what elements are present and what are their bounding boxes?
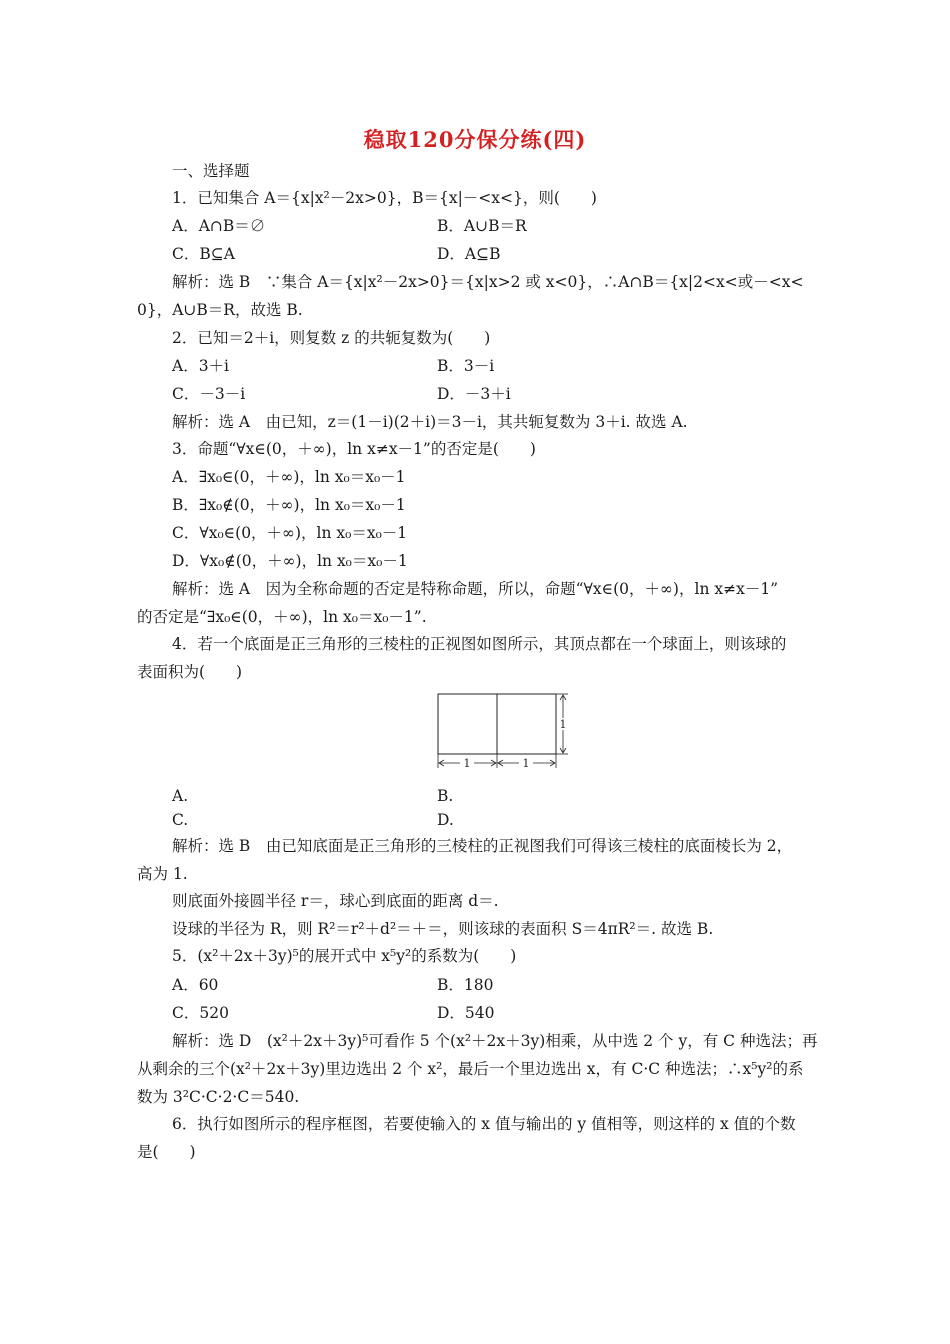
- answer-5-line-2: 从剩余的三个(x²＋2x＋3y)里边选出 2 个 x²，最后一个里边选出 x，有 C·C 种选法；∴x⁵y²的系: [137, 1060, 804, 1078]
- option-2c: C．－3－i: [172, 385, 246, 403]
- option-4b: B.: [437, 787, 454, 805]
- dim-label-height: 1: [559, 718, 567, 731]
- answer-4-line-2: 高为 1.: [137, 865, 188, 883]
- dim-label-width-right: 1: [522, 757, 530, 770]
- question-6-line-1: 6．执行如图所示的程序框图，若要使输入的 x 值与输出的 y 值相等，则这样的 x 值的个数: [172, 1115, 796, 1133]
- answer-3-line-1: 解析：选 A 因为全称命题的否定是特称命题，所以，命题“∀x∈(0，＋∞)，ln x≠x－1”: [172, 580, 779, 598]
- option-4c: C.: [172, 811, 189, 829]
- answer-5-line-1: 解析：选 D (x²＋2x＋3y)⁵可看作 5 个(x²＋2x＋3y)相乘，从中选 2 个 y，有 C 种选法；再: [172, 1032, 818, 1050]
- answer-1-line-2: 0}，A∪B＝R，故选 B.: [137, 301, 303, 319]
- answer-3-line-2: 的否定是“∃x₀∈(0，＋∞)，ln x₀＝x₀－1”.: [137, 608, 427, 626]
- question-4-line-2: 表面积为( ): [137, 663, 243, 681]
- section-heading: 一、选择题: [172, 162, 250, 180]
- dim-label-width-left: 1: [463, 757, 471, 770]
- option-2b: B．3－i: [437, 357, 495, 375]
- question-4-line-1: 4．若一个底面是正三角形的三棱柱的正视图如图所示，其顶点都在一个球面上，则该球的: [172, 635, 787, 653]
- question-6-line-2: 是( ): [137, 1143, 196, 1161]
- answer-2: 解析：选 A 由已知，z＝(1－i)(2＋i)＝3－i，其共轭复数为 3＋i. 故选 A.: [172, 413, 688, 431]
- option-5b: B．180: [437, 976, 494, 994]
- answer-1-line-1: 解析：选 B ∵集合 A＝{x|x²－2x>0}＝{x|x>2 或 x<0}，∴A∩B＝{x|2<x<或－<x<: [172, 273, 804, 291]
- option-5c: C．520: [172, 1004, 229, 1022]
- question-5: 5．(x²＋2x＋3y)⁵的展开式中 x⁵y²的系数为( ): [172, 947, 517, 965]
- front-view-figure: [432, 690, 582, 772]
- page-title: 稳取120分保分练(四): [363, 127, 587, 152]
- option-1a: A．A∩B＝∅: [172, 217, 266, 235]
- question-1: 1．已知集合 A＝{x|x²－2x>0}，B＝{x|－<x<}，则( ): [172, 189, 597, 207]
- option-4a: A.: [172, 787, 189, 805]
- answer-4-line-4: 设球的半径为 R，则 R²＝r²＋d²＝＋＝，则该球的表面积 S＝4πR²＝. 故选 B.: [172, 920, 714, 938]
- option-2d: D．－3＋i: [437, 385, 511, 403]
- option-5d: D．540: [437, 1004, 495, 1022]
- option-3d: D．∀x₀∉(0，＋∞)，ln x₀＝x₀－1: [172, 552, 408, 570]
- option-3b: B．∃x₀∉(0，＋∞)，ln x₀＝x₀－1: [172, 496, 406, 514]
- question-2: 2．已知＝2＋i，则复数 z 的共轭复数为( ): [172, 329, 491, 347]
- option-5a: A．60: [172, 976, 219, 994]
- answer-4-line-1: 解析：选 B 由已知底面是正三角形的三棱柱的正视图我们可得该三棱柱的底面棱长为 2，: [172, 837, 793, 855]
- option-1d: D．A⊆B: [437, 245, 501, 263]
- option-3c: C．∀x₀∈(0，＋∞)，ln x₀＝x₀－1: [172, 524, 408, 542]
- option-1c: C．B⊆A: [172, 245, 235, 263]
- option-1b: B．A∪B＝R: [437, 217, 527, 235]
- option-4d: D.: [437, 811, 454, 829]
- answer-5-line-3: 数为 3²C·C·2·C＝540.: [137, 1088, 300, 1106]
- question-3: 3．命题“∀x∈(0，＋∞)，ln x≠x－1”的否定是( ): [172, 440, 536, 458]
- option-3a: A．∃x₀∈(0，＋∞)，ln x₀＝x₀－1: [172, 468, 406, 486]
- answer-4-line-3: 则底面外接圆半径 r＝，球心到底面的距离 d＝.: [172, 892, 499, 910]
- option-2a: A．3＋i: [172, 357, 230, 375]
